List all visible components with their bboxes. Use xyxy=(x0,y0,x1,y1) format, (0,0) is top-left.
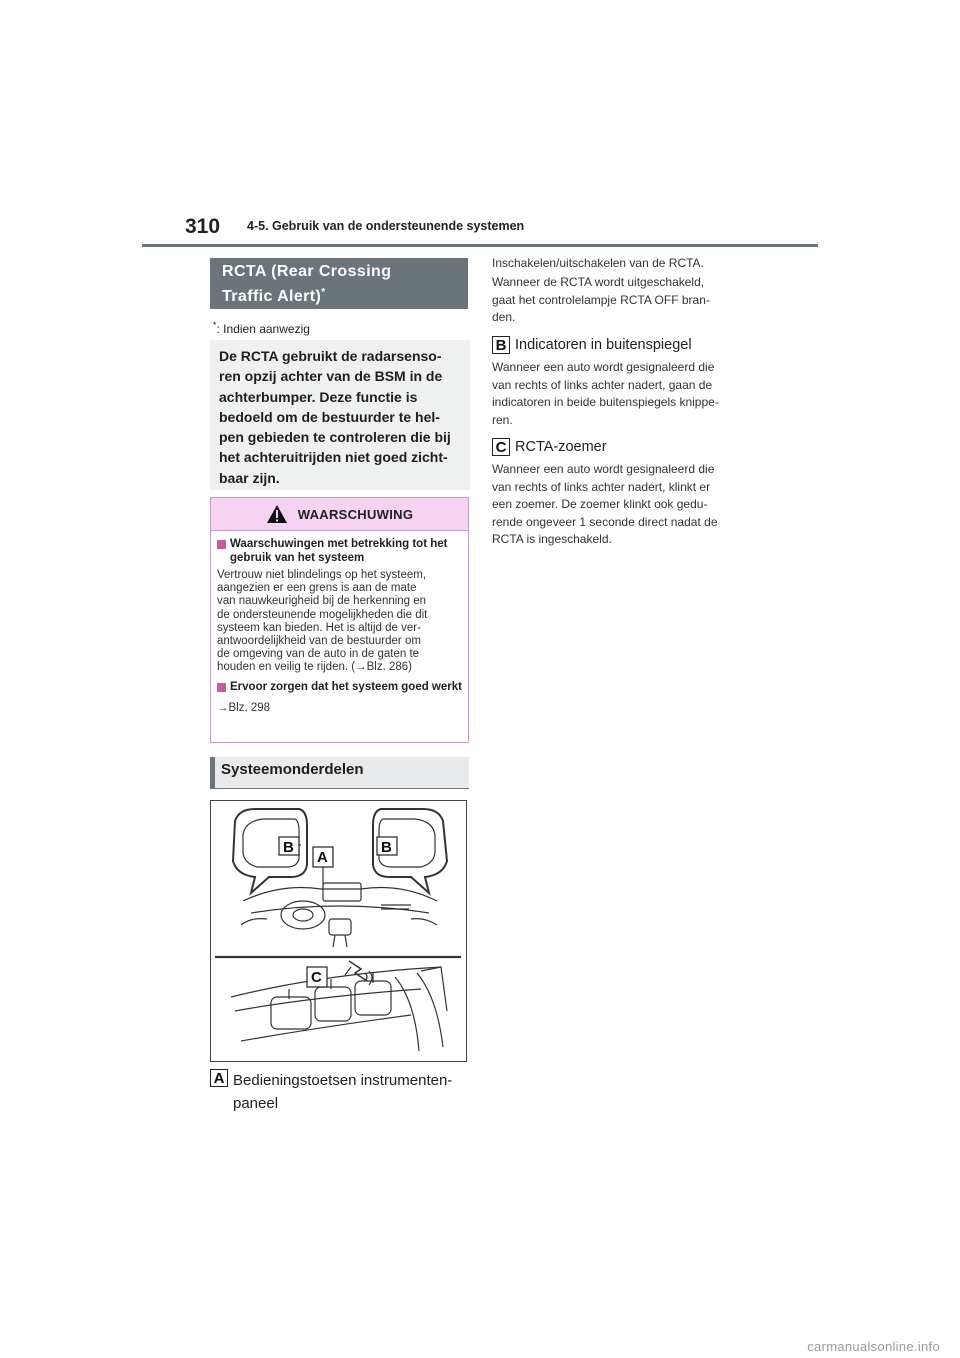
text-line: van rechts of links achter nadert, gaan de xyxy=(492,377,713,392)
item-a-line: Bedieningstoetsen instrumenten- xyxy=(233,1072,453,1089)
warning-triangle-icon xyxy=(266,504,288,524)
intro-line: achterbumper. Deze functie is xyxy=(219,388,418,405)
components-section-title: Systeemonderdelen xyxy=(210,757,469,788)
header-divider xyxy=(142,244,818,247)
figure-label-c: C xyxy=(311,969,322,986)
rcta-title-marker: * xyxy=(321,287,326,298)
warning-text-line: Vertrouw niet blindelings op het systeem, xyxy=(217,569,427,581)
warning-item-1-text xyxy=(217,569,462,675)
warning-text-line: systeem kan bieden. Het is altijd de ver- xyxy=(217,621,421,634)
right-paragraph-1: Inschakelen/uitschakelen van de RCTA. xyxy=(492,256,704,270)
footnote xyxy=(213,320,310,336)
text-line: indicatoren in beide buitenspiegels knippe- xyxy=(492,395,719,410)
intro-line: het achteruitrijden niet goed zicht- xyxy=(219,449,448,466)
warning-text-line: de ondersteunende mogelijkheden die dit xyxy=(217,608,428,621)
warning-item-1-title: Waarschuwingen met betrekking tot het gebruik van het systeem xyxy=(230,538,448,564)
figure-label-b-right: B xyxy=(381,839,392,856)
rcta-title-line1: RCTA (Rear Crossing xyxy=(222,263,392,280)
page-number: 310 xyxy=(185,215,221,238)
text-line: ren. xyxy=(492,412,513,427)
warning-item-2-ref: →Blz. 298 xyxy=(217,702,271,715)
text-line: RCTA is ingeschakeld. xyxy=(492,532,612,547)
components-illustration xyxy=(210,800,467,1062)
text-line: Wanneer een auto wordt gesignaleerd die xyxy=(492,360,715,374)
intro-line: De RCTA gebruikt de radarsenso- xyxy=(219,348,442,364)
warning-text-line: antwoordelijkheid van de bestuurder om xyxy=(217,635,421,648)
text-line: gaat het controlelampje RCTA OFF bran- xyxy=(492,292,710,307)
text-line: rende ongeveer 1 seconde direct nadat de xyxy=(492,514,718,529)
intro-line: baar zijn. xyxy=(219,469,280,486)
rcta-title-line2: Traffic Alert) xyxy=(222,288,322,305)
text-line: van rechts of links achter nadert, klinkt er xyxy=(492,479,711,494)
warning-item-2 xyxy=(217,681,462,695)
warning-box xyxy=(210,497,469,743)
warning-header xyxy=(211,498,468,531)
warning-text-line: de omgeving van de auto in de gaten te xyxy=(217,648,420,661)
item-b-marker: B xyxy=(492,336,510,354)
right-paragraph-3 xyxy=(492,359,742,429)
figure-label-a: A xyxy=(317,849,328,866)
item-a-label xyxy=(233,1069,473,1115)
intro-line: pen gebieden te controleren die bij xyxy=(219,429,451,446)
rcta-section-title xyxy=(210,258,468,309)
intro-line: bedoeld om de bestuurder te hel- xyxy=(219,408,440,425)
components-divider xyxy=(210,788,469,789)
bullet-square-icon xyxy=(217,683,226,692)
item-c-marker: C xyxy=(492,438,510,456)
intro-box xyxy=(210,340,470,490)
item-a-marker: A xyxy=(210,1069,228,1087)
car-interior-illustration xyxy=(211,801,466,1061)
warning-text-line: van nauwkeurigheid bij de herkenning en xyxy=(217,595,427,608)
footnote-marker: * xyxy=(213,320,217,330)
footnote-text: : Indien aanwezig xyxy=(216,322,310,336)
watermark: carmanualsonline.info xyxy=(807,1339,940,1354)
warning-text-line: houden en veilig te rijden. (→Blz. 286) xyxy=(217,661,412,674)
warning-title: WAARSCHUWING xyxy=(297,506,414,522)
right-paragraph-4 xyxy=(492,461,742,549)
item-b-label: Indicatoren in buitenspiegel xyxy=(515,337,692,353)
warning-item-2-title: Ervoor zorgen dat het systeem goed werkt xyxy=(230,680,462,693)
chapter-title: 4-5. Gebruik van de ondersteunende systemen xyxy=(247,219,525,233)
intro-line: ren opzij achter van de BSM in de xyxy=(219,368,443,385)
warning-text-line: aangezien er een grens is aan de mate xyxy=(217,582,417,595)
text-line: een zoemer. De zoemer klinkt ook gedu- xyxy=(492,497,708,512)
item-a-line: paneel xyxy=(233,1095,279,1112)
bullet-square-icon xyxy=(217,540,226,549)
text-line: den. xyxy=(492,310,516,325)
right-paragraph-2 xyxy=(492,274,742,327)
warning-item-1 xyxy=(217,538,462,565)
text-line: Wanneer een auto wordt gesignaleerd die xyxy=(492,462,715,476)
item-c-label: RCTA-zoemer xyxy=(515,439,607,455)
text-line: Wanneer de RCTA wordt uitgeschakeld, xyxy=(492,275,705,289)
figure-label-b-left: B xyxy=(283,839,294,856)
